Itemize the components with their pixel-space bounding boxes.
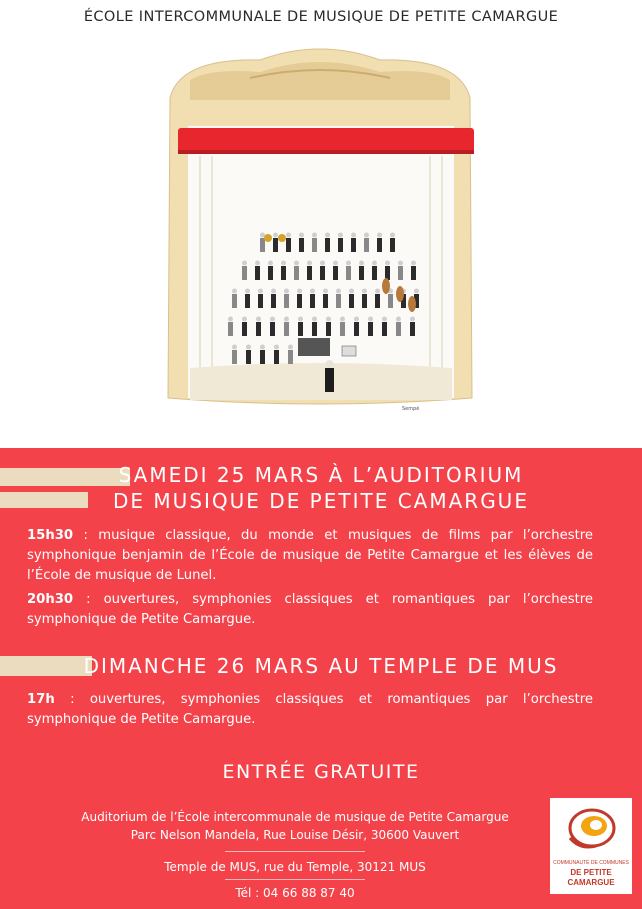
event1-item1 — [27, 526, 593, 586]
event2-item1 — [27, 690, 593, 730]
event1-item1-time: 15h30 — [27, 528, 74, 543]
phone-number: Tél : 04 66 88 87 40 — [235, 886, 355, 900]
venue1-line1: Auditorium de l’École intercommunale de musique de Petite Camargue — [81, 810, 509, 824]
logo-line3: CAMARGUE — [567, 878, 615, 887]
logo-emblem-icon — [550, 798, 632, 856]
poster-section — [0, 448, 642, 909]
event1-item1-text: : musique classique, du monde et musiques de films par l’orchestre symphonique benjamin de l’École de musique de Petite Camargue et les élèves de l’École de musique de Lunel. — [27, 528, 593, 583]
event2-item1-text: : ouvertures, symphonies classiques et romantiques par l’orchestre symphonique de Petite Camargue. — [27, 692, 593, 727]
event2-item1-time: 17h — [27, 692, 55, 707]
event1-item2-time: 20h30 — [27, 592, 74, 607]
header-section — [0, 0, 642, 448]
event2-heading: DIMANCHE 26 MARS AU TEMPLE DE MUS — [83, 654, 559, 678]
event1-item2-text: : ouvertures, symphonies classiques et romantiques par l’orchestre symphonique de Petite Camargue. — [27, 592, 593, 627]
venue2-address: Temple de MUS, rue du Temple, 30121 MUS — [164, 860, 426, 874]
divider — [225, 851, 365, 852]
event1-heading-line1: SAMEDI 25 MARS À L’AUDITORIUM — [118, 463, 524, 487]
logo-line1: COMMUNAUTÉ DE COMMUNES — [553, 860, 629, 866]
artist-signature: Sempé — [402, 406, 420, 412]
orchestra-illustration — [150, 38, 490, 423]
divider — [225, 879, 365, 880]
school-title: ÉCOLE INTERCOMMUNALE DE MUSIQUE DE PETITE CAMARGUE — [83, 9, 559, 25]
event1-heading-line2: DE MUSIQUE DE PETITE CAMARGUE — [113, 489, 529, 513]
event1-item2 — [27, 590, 593, 630]
venue1-line2: Parc Nelson Mandela, Rue Louise Désir, 30600 Vauvert — [130, 828, 460, 842]
community-logo — [550, 798, 632, 894]
free-entry-label: ENTRÉE GRATUITE — [222, 761, 420, 783]
logo-line2: DE PETITE — [570, 868, 612, 877]
